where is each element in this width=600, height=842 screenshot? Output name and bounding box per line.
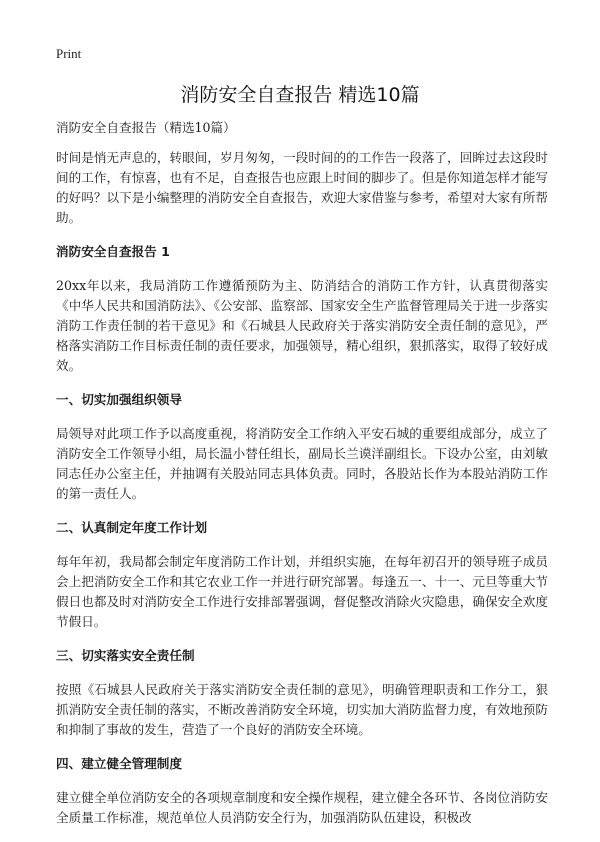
intro-paragraph: 时间是悄无声息的，转眼间，岁月匆匆，一段时间的的工作告一段落了，回眸过去这段时间的工作，有惊喜，也有不足，自查报告也应跟上时间的脚步了。但是你知道怎样才能写的好吗？以下是小编整理的消防安全自查报告，欢迎大家借鉴与参考，希望对大家有所帮助。 [56,150,548,225]
print-label: Print [56,46,82,61]
section-heading-2: 二、认真制定年度工作计划 [56,520,208,535]
section-heading-4: 四、建立健全管理制度 [56,756,182,771]
document-title: 消防安全自查报告 精选10篇 [180,84,420,106]
section-body-4: 建立健全单位消防安全的各项规章制度和安全操作规程，建立健全各环节、各岗位消防安全质量工作标准，规范单位人员消防安全行为，加强消防队伍建设，积极改 [56,790,548,825]
report-intro-paragraph: 20xx年以来，我局消防工作遵循预防为主、防消结合的消防工作方针，认真贯彻落实《中华人民共和国消防法》、《公安部、监察部、国家安全生产监督管理局关于进一步落实消防工作责任制的若干意见》和《石城县人民政府关于落实消防安全责任制的意见》，严格落实消防工作目标责任制的责任要求，加强领导，精心组织，狠抓落实，取得了较好成效。 [56,278,548,373]
section-heading-3: 三、切实落实安全责任制 [56,648,195,663]
document-subtitle: 消防安全自查报告（精选10篇） [56,120,236,135]
report-heading: 消防安全自查报告 1 [56,244,170,259]
section-body-3: 按照《石城县人民政府关于落实消防安全责任制的意见》，明确管理职责和工作分工，狠抓消防安全责任制的落实，不断改善消防安全环境，切实加大消防监督力度，有效地预防和抑制了事故的发生，营造了一个良好的消防安全环境。 [56,682,548,737]
section-body-2: 每年年初，我局都会制定年度消防工作计划，并组织实施，在每年初召开的领导班子成员会上把消防安全工作和其它农业工作一并进行研究部署。每逢五一、十一、元旦等重大节假日也都及时对消防安全工作进行安排部署强调，督促整改消除火灾隐患，确保安全欢度节假日。 [56,554,548,629]
section-body-1: 局领导对此项工作予以高度重视，将消防安全工作纳入平安石城的重要组成部分，成立了消防安全工作领导小组，局长温小替任组长，副局长兰谟洋副组长。下设办公室，由刘敏同志任办公室主任，并抽调有关股站同志具体负责。同时，各股站长作为本股站消防工作的第一责任人。 [56,426,548,501]
document-body [56,118,548,842]
section-heading-1: 一、切实加强组织领导 [56,392,182,407]
